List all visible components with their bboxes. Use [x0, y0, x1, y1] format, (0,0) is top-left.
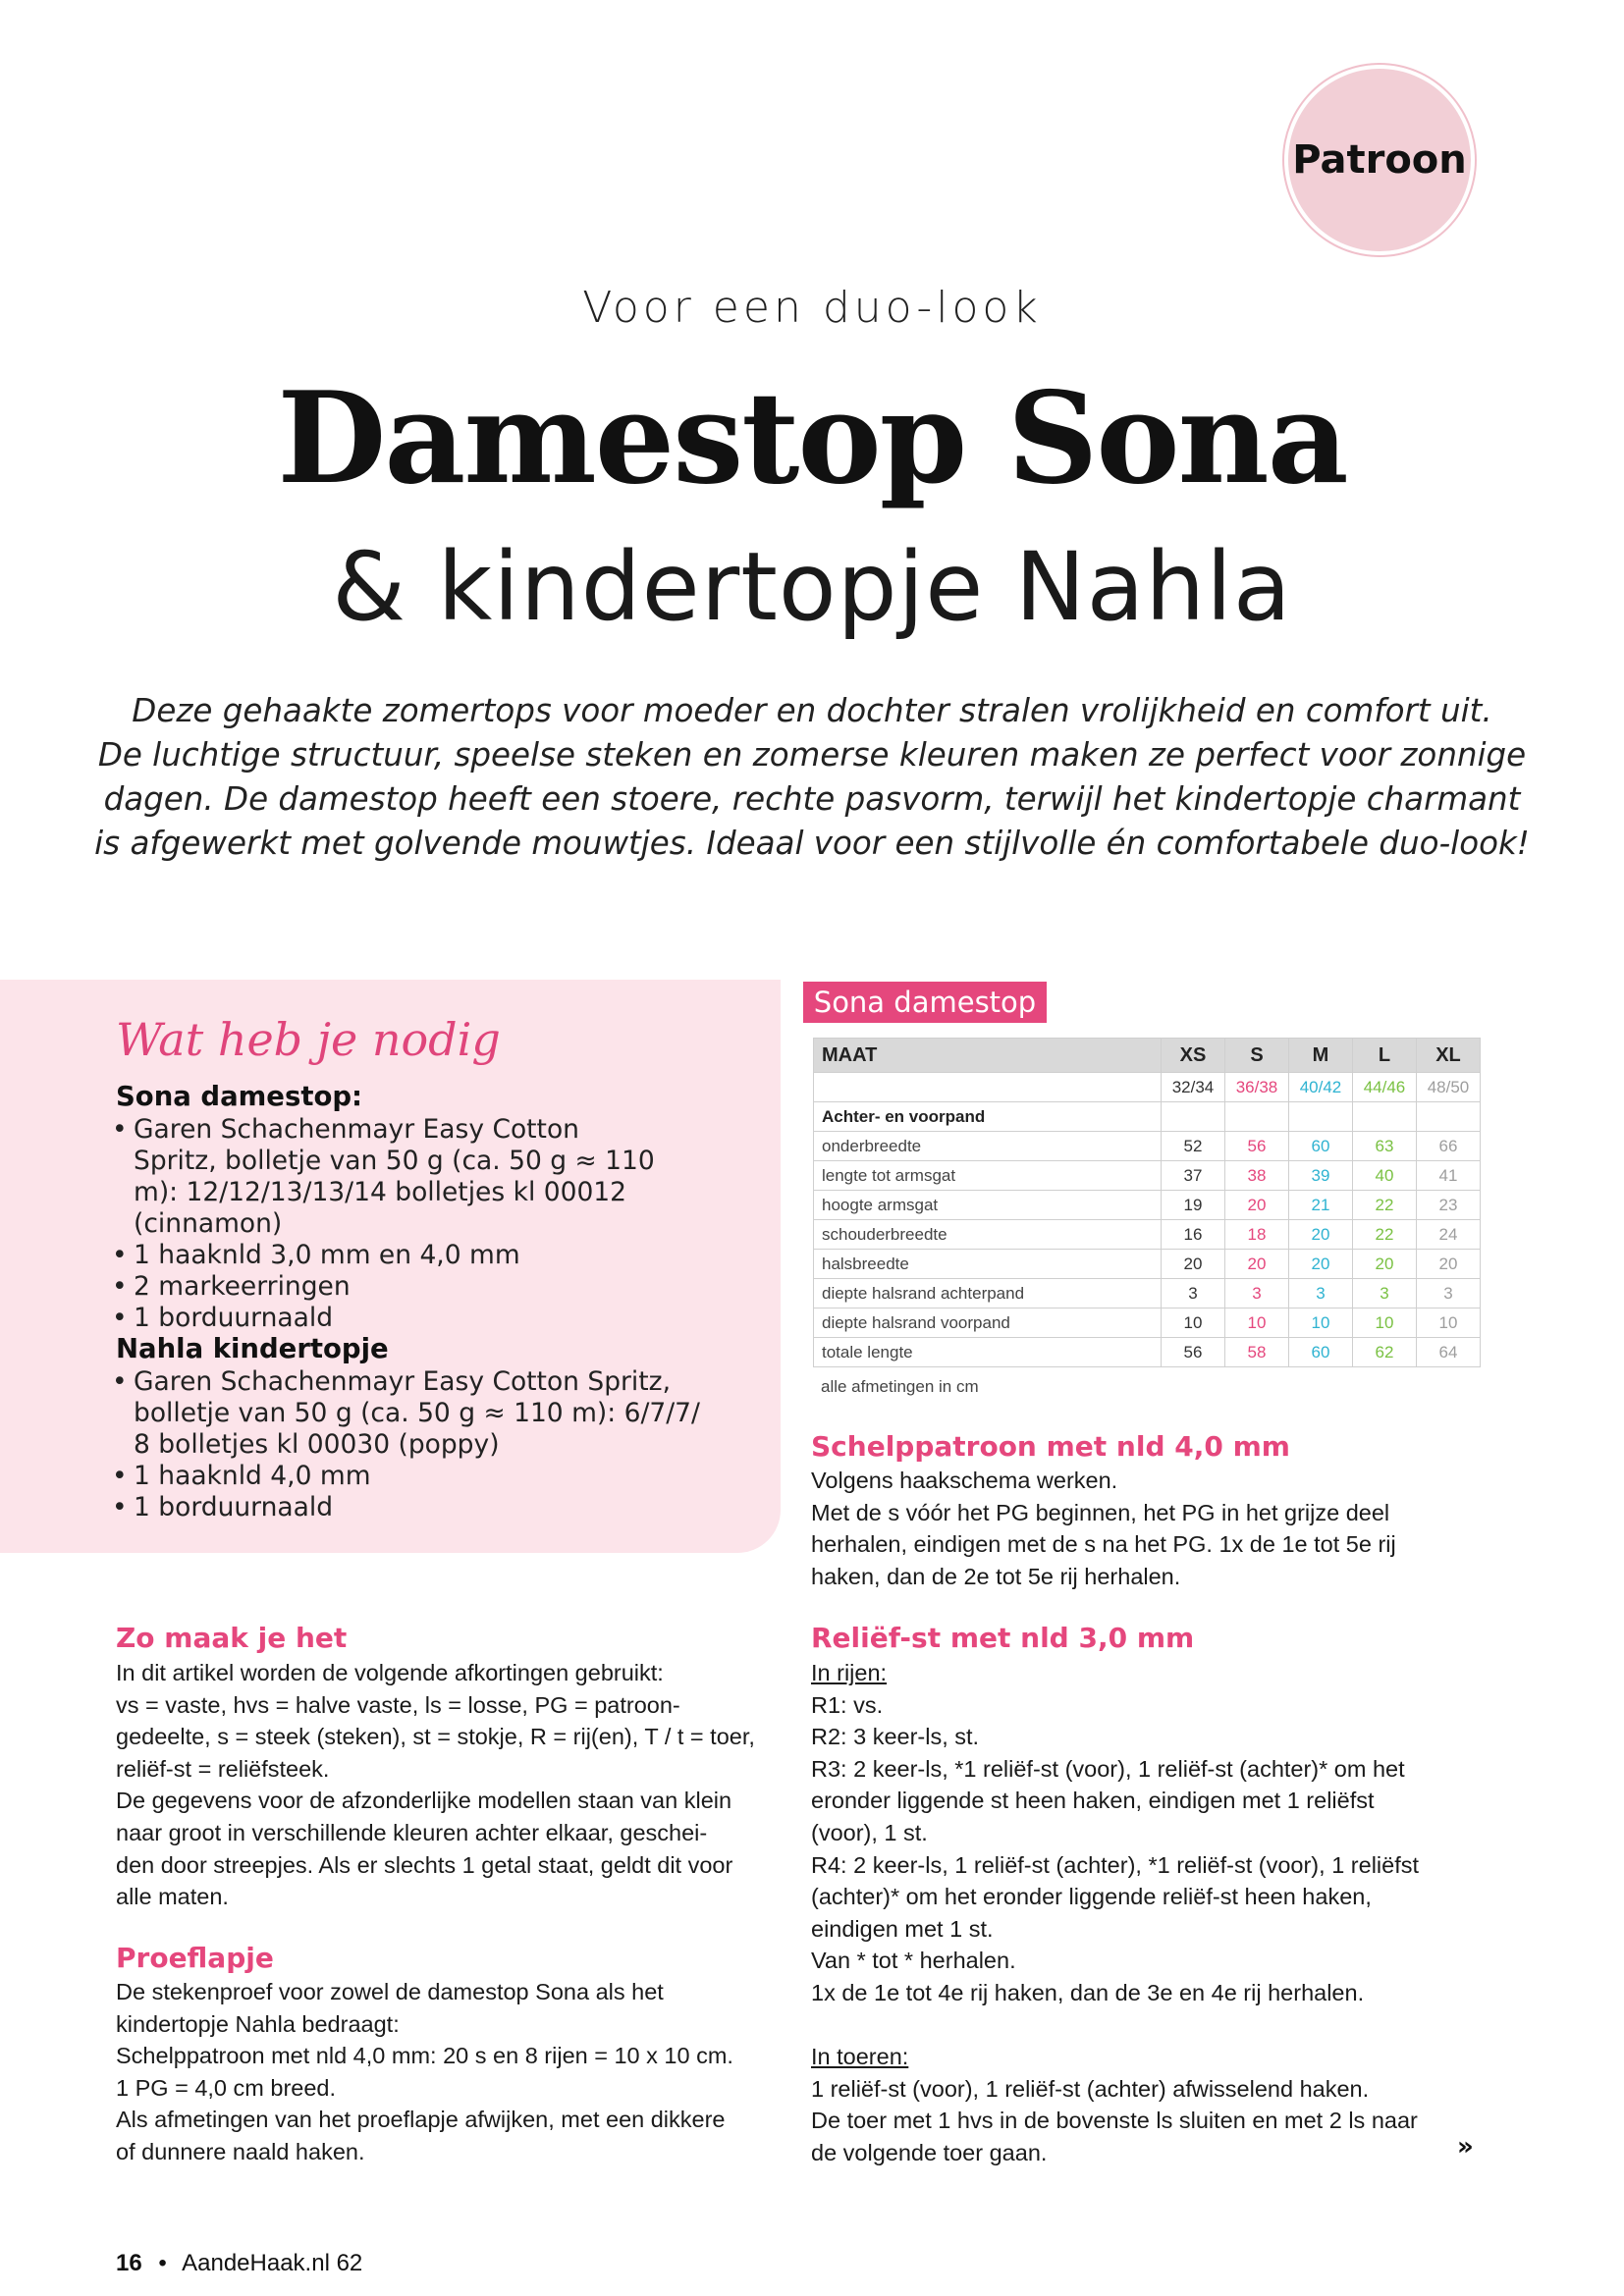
section-row: [814, 1102, 1481, 1132]
row-label: onderbreedte: [814, 1132, 1162, 1161]
schelp-title: Schelppatroon met nld 4,0 mm: [811, 1430, 1290, 1463]
table-cell: 18: [1225, 1220, 1289, 1250]
text-line: vs = vaste, hvs = halve vaste, ls = losse, PG = patroon-: [116, 1691, 680, 1718]
table-cell: 58: [1225, 1338, 1289, 1367]
table-cell: 3: [1289, 1279, 1353, 1308]
section-label: Achter- en voorpand: [814, 1102, 1162, 1132]
text-line: R2: 3 keer-ls, st.: [811, 1724, 980, 1750]
text-line: 1 reliëf-st (voor), 1 reliëf-st (achter) afwisselend haken.: [811, 2075, 1370, 2102]
row-label: totale lengte: [814, 1338, 1162, 1367]
list-item: • 2 markeerringen: [112, 1271, 662, 1303]
size-table-note: alle afmetingen in cm: [821, 1377, 979, 1396]
eu-size: 32/34: [1162, 1073, 1225, 1102]
eu-size: 44/46: [1353, 1073, 1417, 1102]
table-cell: 23: [1417, 1191, 1481, 1220]
table-cell: 20: [1225, 1250, 1289, 1279]
list-item: • Garen Schachenmayr Easy Cotton Spritz, bolletje van 50 g (ca. 50 g ≈ 110 m): 6/7/7/ 8 bolletjes kl 00030 (poppy): [112, 1366, 721, 1461]
table-cell: 60: [1289, 1132, 1353, 1161]
table-row: [814, 1161, 1481, 1191]
text-line: eindigen met 1 st.: [811, 1915, 994, 1942]
zo-maak-text: [116, 1657, 793, 1913]
table-cell: 20: [1289, 1250, 1353, 1279]
size-header-label: MAAT: [814, 1039, 1162, 1073]
table-cell: [1289, 1102, 1353, 1132]
table-cell: 56: [1225, 1132, 1289, 1161]
text-line: (achter)* om het eronder liggende reliëf-st heen haken,: [811, 1884, 1372, 1910]
text-line: R4: 2 keer-ls, 1 reliëf-st (achter), *1 reliëf-st (voor), 1 reliëfst: [811, 1851, 1420, 1878]
rounds-label: In toeren:: [811, 2044, 909, 2070]
table-cell: 10: [1225, 1308, 1289, 1338]
intro-line: dagen. De damestop heeft een stoere, rechte pasvorm, terwijl het kindertopje charmant: [103, 780, 1521, 818]
materials-heading: Wat heb je nodig: [116, 1013, 501, 1066]
table-cell: 10: [1417, 1308, 1481, 1338]
table-cell: [814, 1073, 1162, 1102]
table-cell: [1353, 1102, 1417, 1132]
intro-line: is afgewerkt met golvende mouwtjes. Ideaal voor een stijlvolle én comfortabele duo-look!: [94, 825, 1530, 862]
continue-icon: »: [1457, 2132, 1474, 2162]
table-cell: 20: [1225, 1191, 1289, 1220]
table-cell: 3: [1225, 1279, 1289, 1308]
table-cell: 63: [1353, 1132, 1417, 1161]
table-cell: 38: [1225, 1161, 1289, 1191]
table-row: [814, 1338, 1481, 1367]
table-cell: 22: [1353, 1220, 1417, 1250]
list-item: • 1 borduurnaald: [112, 1303, 662, 1334]
table-row: [814, 1279, 1481, 1308]
row-label: schouderbreedte: [814, 1220, 1162, 1250]
text-line: Volgens haakschema werken.: [811, 1468, 1118, 1493]
table-cell: 64: [1417, 1338, 1481, 1367]
page-number: 16: [116, 2250, 142, 2276]
nahla-materials-title: Nahla kindertopje: [116, 1333, 389, 1364]
text-line: de volgende toer gaan.: [811, 2139, 1048, 2165]
table-cell: 41: [1417, 1161, 1481, 1191]
table-cell: 22: [1353, 1191, 1417, 1220]
size-xl: XL: [1417, 1039, 1481, 1073]
text-line: alle maten.: [116, 1884, 229, 1910]
text-line: R3: 2 keer-ls, *1 reliëf-st (voor), 1 reliëf-st (achter)* om het: [811, 1755, 1405, 1782]
size-m: M: [1289, 1039, 1353, 1073]
eu-size-row: [814, 1073, 1481, 1102]
page-footer: [116, 2250, 362, 2277]
table-cell: 66: [1417, 1132, 1481, 1161]
size-s: S: [1225, 1039, 1289, 1073]
table-cell: [1162, 1102, 1225, 1132]
text-line: Schelppatroon met nld 4,0 mm: 20 s en 8 rijen = 10 x 10 cm.: [116, 2043, 733, 2069]
subtitle: Voor een duo-look: [582, 283, 1042, 333]
text-line: R1: vs.: [811, 1691, 884, 1718]
table-cell: 3: [1353, 1279, 1417, 1308]
patroon-badge: [1288, 69, 1471, 251]
relief-title: Reliëf-st met nld 3,0 mm: [811, 1622, 1195, 1654]
relief-text: [811, 1657, 1498, 2169]
size-table: [813, 1038, 1481, 1367]
table-cell: 62: [1353, 1338, 1417, 1367]
table-cell: 40: [1353, 1161, 1417, 1191]
table-cell: 3: [1417, 1279, 1481, 1308]
text-line: reliëf-st = reliëfsteek.: [116, 1755, 330, 1782]
sona-materials-list: [112, 1114, 662, 1334]
page-title-secondary: & kindertopje Nahla: [332, 532, 1292, 642]
zo-maak-title: Zo maak je het: [116, 1622, 348, 1654]
table-row: [814, 1220, 1481, 1250]
text-line: haken, dan de 2e tot 5e rij herhalen.: [811, 1563, 1181, 1589]
size-table-header-row: [814, 1039, 1481, 1073]
list-item: • Garen Schachenmayr Easy Cotton Spritz, bolletje van 50 g (ca. 50 g ≈ 110 m): 12/12/13/13/14 bolletjes kl 00012 (cinnamon): [112, 1114, 662, 1240]
proef-text: [116, 1976, 793, 2168]
row-label: diepte halsrand voorpand: [814, 1308, 1162, 1338]
page-title: Damestop Sona: [277, 365, 1347, 512]
intro-text: [79, 689, 1545, 866]
text-line: (voor), 1 st.: [811, 1819, 928, 1845]
table-row: [814, 1132, 1481, 1161]
table-cell: 56: [1162, 1338, 1225, 1367]
list-item: • 1 haaknld 4,0 mm: [112, 1461, 721, 1492]
table-cell: 10: [1289, 1308, 1353, 1338]
table-cell: 16: [1162, 1220, 1225, 1250]
size-l: L: [1353, 1039, 1417, 1073]
text-line: naar groot in verschillende kleuren achter elkaar, geschei-: [116, 1819, 708, 1845]
magazine-name: AandeHaak.nl 62: [182, 2250, 363, 2276]
row-label: diepte halsrand achterpand: [814, 1279, 1162, 1308]
text-line: den door streepjes. Als er slechts 1 getal staat, geldt dit voor: [116, 1851, 733, 1878]
text-line: Van * tot * herhalen.: [811, 1948, 1016, 1974]
sona-materials-title: Sona damestop:: [116, 1081, 363, 1112]
table-cell: [1417, 1102, 1481, 1132]
table-cell: [1225, 1102, 1289, 1132]
table-cell: 24: [1417, 1220, 1481, 1250]
table-cell: 20: [1417, 1250, 1481, 1279]
eu-size: 36/38: [1225, 1073, 1289, 1102]
footer-separator: •: [158, 2250, 167, 2276]
row-label: lengte tot armsgat: [814, 1161, 1162, 1191]
proef-title: Proeflapje: [116, 1942, 274, 1974]
text-line: gedeelte, s = steek (steken), st = stokje, R = rij(en), T / t = toer,: [116, 1724, 755, 1750]
table-cell: 60: [1289, 1338, 1353, 1367]
table-row: [814, 1191, 1481, 1220]
table-cell: 20: [1162, 1250, 1225, 1279]
size-xs: XS: [1162, 1039, 1225, 1073]
rows-label: In rijen:: [811, 1660, 888, 1685]
table-cell: 3: [1162, 1279, 1225, 1308]
text-line: De gegevens voor de afzonderlijke modellen staan van klein: [116, 1788, 732, 1814]
eu-size: 48/50: [1417, 1073, 1481, 1102]
intro-line: Deze gehaakte zomertops voor moeder en dochter stralen vrolijkheid en comfort uit.: [132, 692, 1492, 729]
text-line: kindertopje Nahla bedraagt:: [116, 2010, 400, 2037]
nahla-materials-list: [112, 1366, 721, 1523]
table-cell: 37: [1162, 1161, 1225, 1191]
table-cell: 10: [1353, 1308, 1417, 1338]
text-line: eronder liggende st heen haken, eindigen met 1 reliëfst: [811, 1788, 1375, 1814]
text-line: Als afmetingen van het proeflapje afwijken, met een dikkere: [116, 2107, 726, 2133]
table-cell: 20: [1353, 1250, 1417, 1279]
table-cell: 39: [1289, 1161, 1353, 1191]
text-line: 1x de 1e tot 4e rij haken, dan de 3e en 4e rij herhalen.: [811, 1979, 1365, 2005]
text-line: of dunnere naald haken.: [116, 2138, 365, 2164]
text-line: In dit artikel worden de volgende afkortingen gebruikt:: [116, 1660, 664, 1685]
spacer: [811, 2009, 1498, 2042]
table-cell: 21: [1289, 1191, 1353, 1220]
table-row: [814, 1308, 1481, 1338]
list-item: • 1 borduurnaald: [112, 1492, 721, 1523]
text-line: Met de s vóór het PG beginnen, het PG in het grijze deel: [811, 1499, 1390, 1525]
table-cell: 10: [1162, 1308, 1225, 1338]
row-label: halsbreedte: [814, 1250, 1162, 1279]
text-line: De toer met 1 hvs in de bovenste ls sluiten en met 2 ls naar: [811, 2108, 1418, 2134]
table-cell: 19: [1162, 1191, 1225, 1220]
eu-size: 40/42: [1289, 1073, 1353, 1102]
badge-label: Patroon: [1292, 137, 1467, 183]
intro-line: De luchtige structuur, speelse steken en zomerse kleuren maken ze perfect voor zonnige: [97, 736, 1527, 774]
size-table-tag: Sona damestop: [803, 982, 1047, 1023]
table-cell: 20: [1289, 1220, 1353, 1250]
table-row: [814, 1250, 1481, 1279]
text-line: De stekenproef voor zowel de damestop Sona als het: [116, 1979, 664, 2004]
schelp-text: [811, 1465, 1498, 1592]
list-item: • 1 haaknld 3,0 mm en 4,0 mm: [112, 1240, 662, 1271]
row-label: hoogte armsgat: [814, 1191, 1162, 1220]
table-cell: 52: [1162, 1132, 1225, 1161]
text-line: herhalen, eindigen met de s na het PG. 1x de 1e tot 5e rij: [811, 1531, 1396, 1558]
text-line: 1 PG = 4,0 cm breed.: [116, 2074, 337, 2101]
